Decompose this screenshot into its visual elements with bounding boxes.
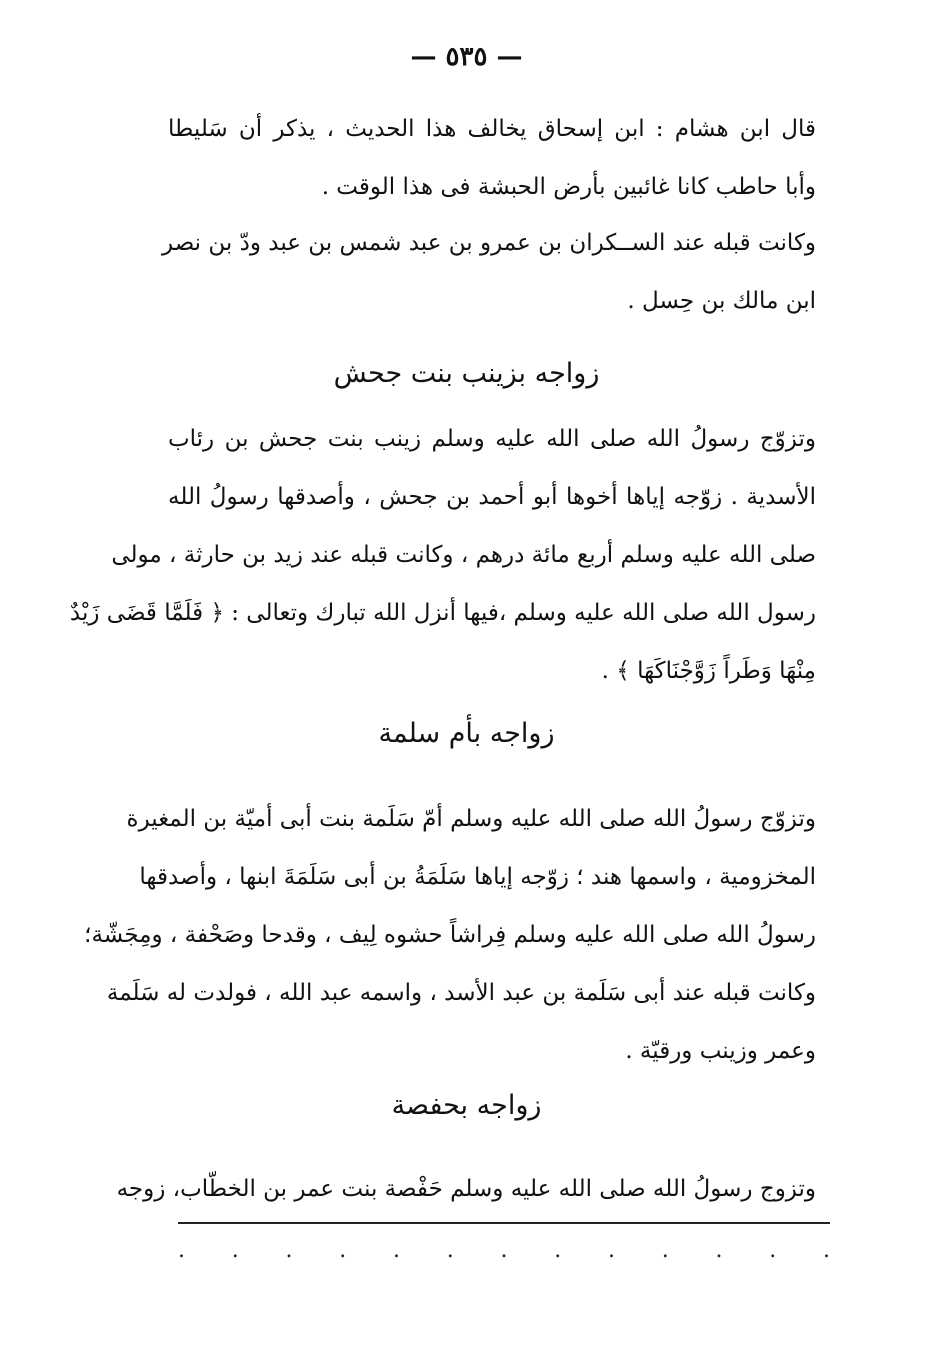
text-line: المخزومية ، واسمها هند ؛ زوّجه إياها سَلَمَةُ بن أبى سَلَمَةَ ابنها ، وأصدقها [139, 864, 816, 890]
text-line: وعمر وزينب ورقيّة . [625, 1038, 816, 1064]
paragraph-previous-husband [162, 214, 816, 330]
footnote-dot: . [446, 1238, 454, 1263]
footnote-dots [178, 1238, 830, 1263]
footnote-divider [178, 1222, 830, 1224]
section-body-hafsa [116, 1160, 816, 1218]
text-line: الأسدية . زوّجه إياها أخوها أبو أحمد بن جحش ، وأصدقها رسولُ الله [168, 484, 816, 510]
text-line: وتزوج رسولُ الله صلى الله عليه وسلم حَفْصة بنت عمر بن الخطّاب، زوجه [116, 1176, 816, 1202]
footnote-dot: . [823, 1238, 830, 1263]
text-line: قال ابن هشام : ابن إسحاق يخالف هذا الحديث ، يذكر أن سَليطا [168, 116, 816, 142]
text-line: وكانت قبله عند الســكران بن عمرو بن عبد شمس بن عبد ودّ بن نصر [162, 230, 816, 256]
text-line: مِنْهَا وَطَراً زَوَّجْنَاكَهَا ﴾ . [601, 658, 816, 684]
footnote-dot: . [285, 1238, 293, 1263]
text-line: ابن مالك بن حِسل . [627, 288, 816, 314]
section-heading-hafsa: زواجه بحفصة [391, 1090, 542, 1121]
footnote-dot: . [769, 1238, 777, 1263]
text-line: رسولُ الله صلى الله عليه وسلم فِراشاً حشوه لِيف ، وقدحا وصَحْفة ، ومِجَشّة؛ [84, 922, 816, 948]
text-line: وتزوّج رسولُ الله صلى الله عليه وسلم زينب بنت جحش بن رئاب [168, 426, 816, 452]
section-body-zaynab [69, 410, 816, 700]
section-heading-zaynab: زواجه بزينب بنت جحش [333, 358, 600, 389]
section-body-umm-salama [84, 790, 816, 1080]
footnote-dot: . [231, 1238, 239, 1263]
footnote-dot: . [554, 1238, 562, 1263]
page-number: — ٥٣٥ — [410, 42, 523, 72]
footnote-dot: . [178, 1238, 185, 1263]
text-line: وكانت قبله عند أبى سَلَمة بن عبد الأسد ، واسمه عبد الله ، فولدت له سَلَمة [106, 980, 816, 1006]
text-line: صلى الله عليه وسلم أربع مائة درهم ، وكانت قبله عند زيد بن حارثة ، مولى [111, 542, 816, 568]
text-line: وأبا حاطب كانا غائبين بأرض الحبشة فى هذا الوقت . [321, 174, 816, 200]
footnote-dot: . [661, 1238, 669, 1263]
footnote-dot: . [608, 1238, 615, 1263]
paragraph-ibn-hisham [168, 100, 816, 216]
footnote-dot: . [500, 1238, 508, 1263]
text-line: وتزوّج رسولُ الله صلى الله عليه وسلم أمّ سَلَمة بنت أبى أميّة بن المغيرة [126, 806, 816, 832]
footnote-dot: . [715, 1238, 723, 1263]
text-line: رسول الله صلى الله عليه وسلم ،فيها أنزل الله تبارك وتعالى : ﴿ فَلَمَّا قَضَى زَيْدٌ [69, 600, 816, 626]
footnote-dot: . [393, 1238, 400, 1263]
footnote-dot: . [339, 1238, 347, 1263]
section-heading-umm-salama: زواجه بأم سلمة [378, 718, 555, 749]
